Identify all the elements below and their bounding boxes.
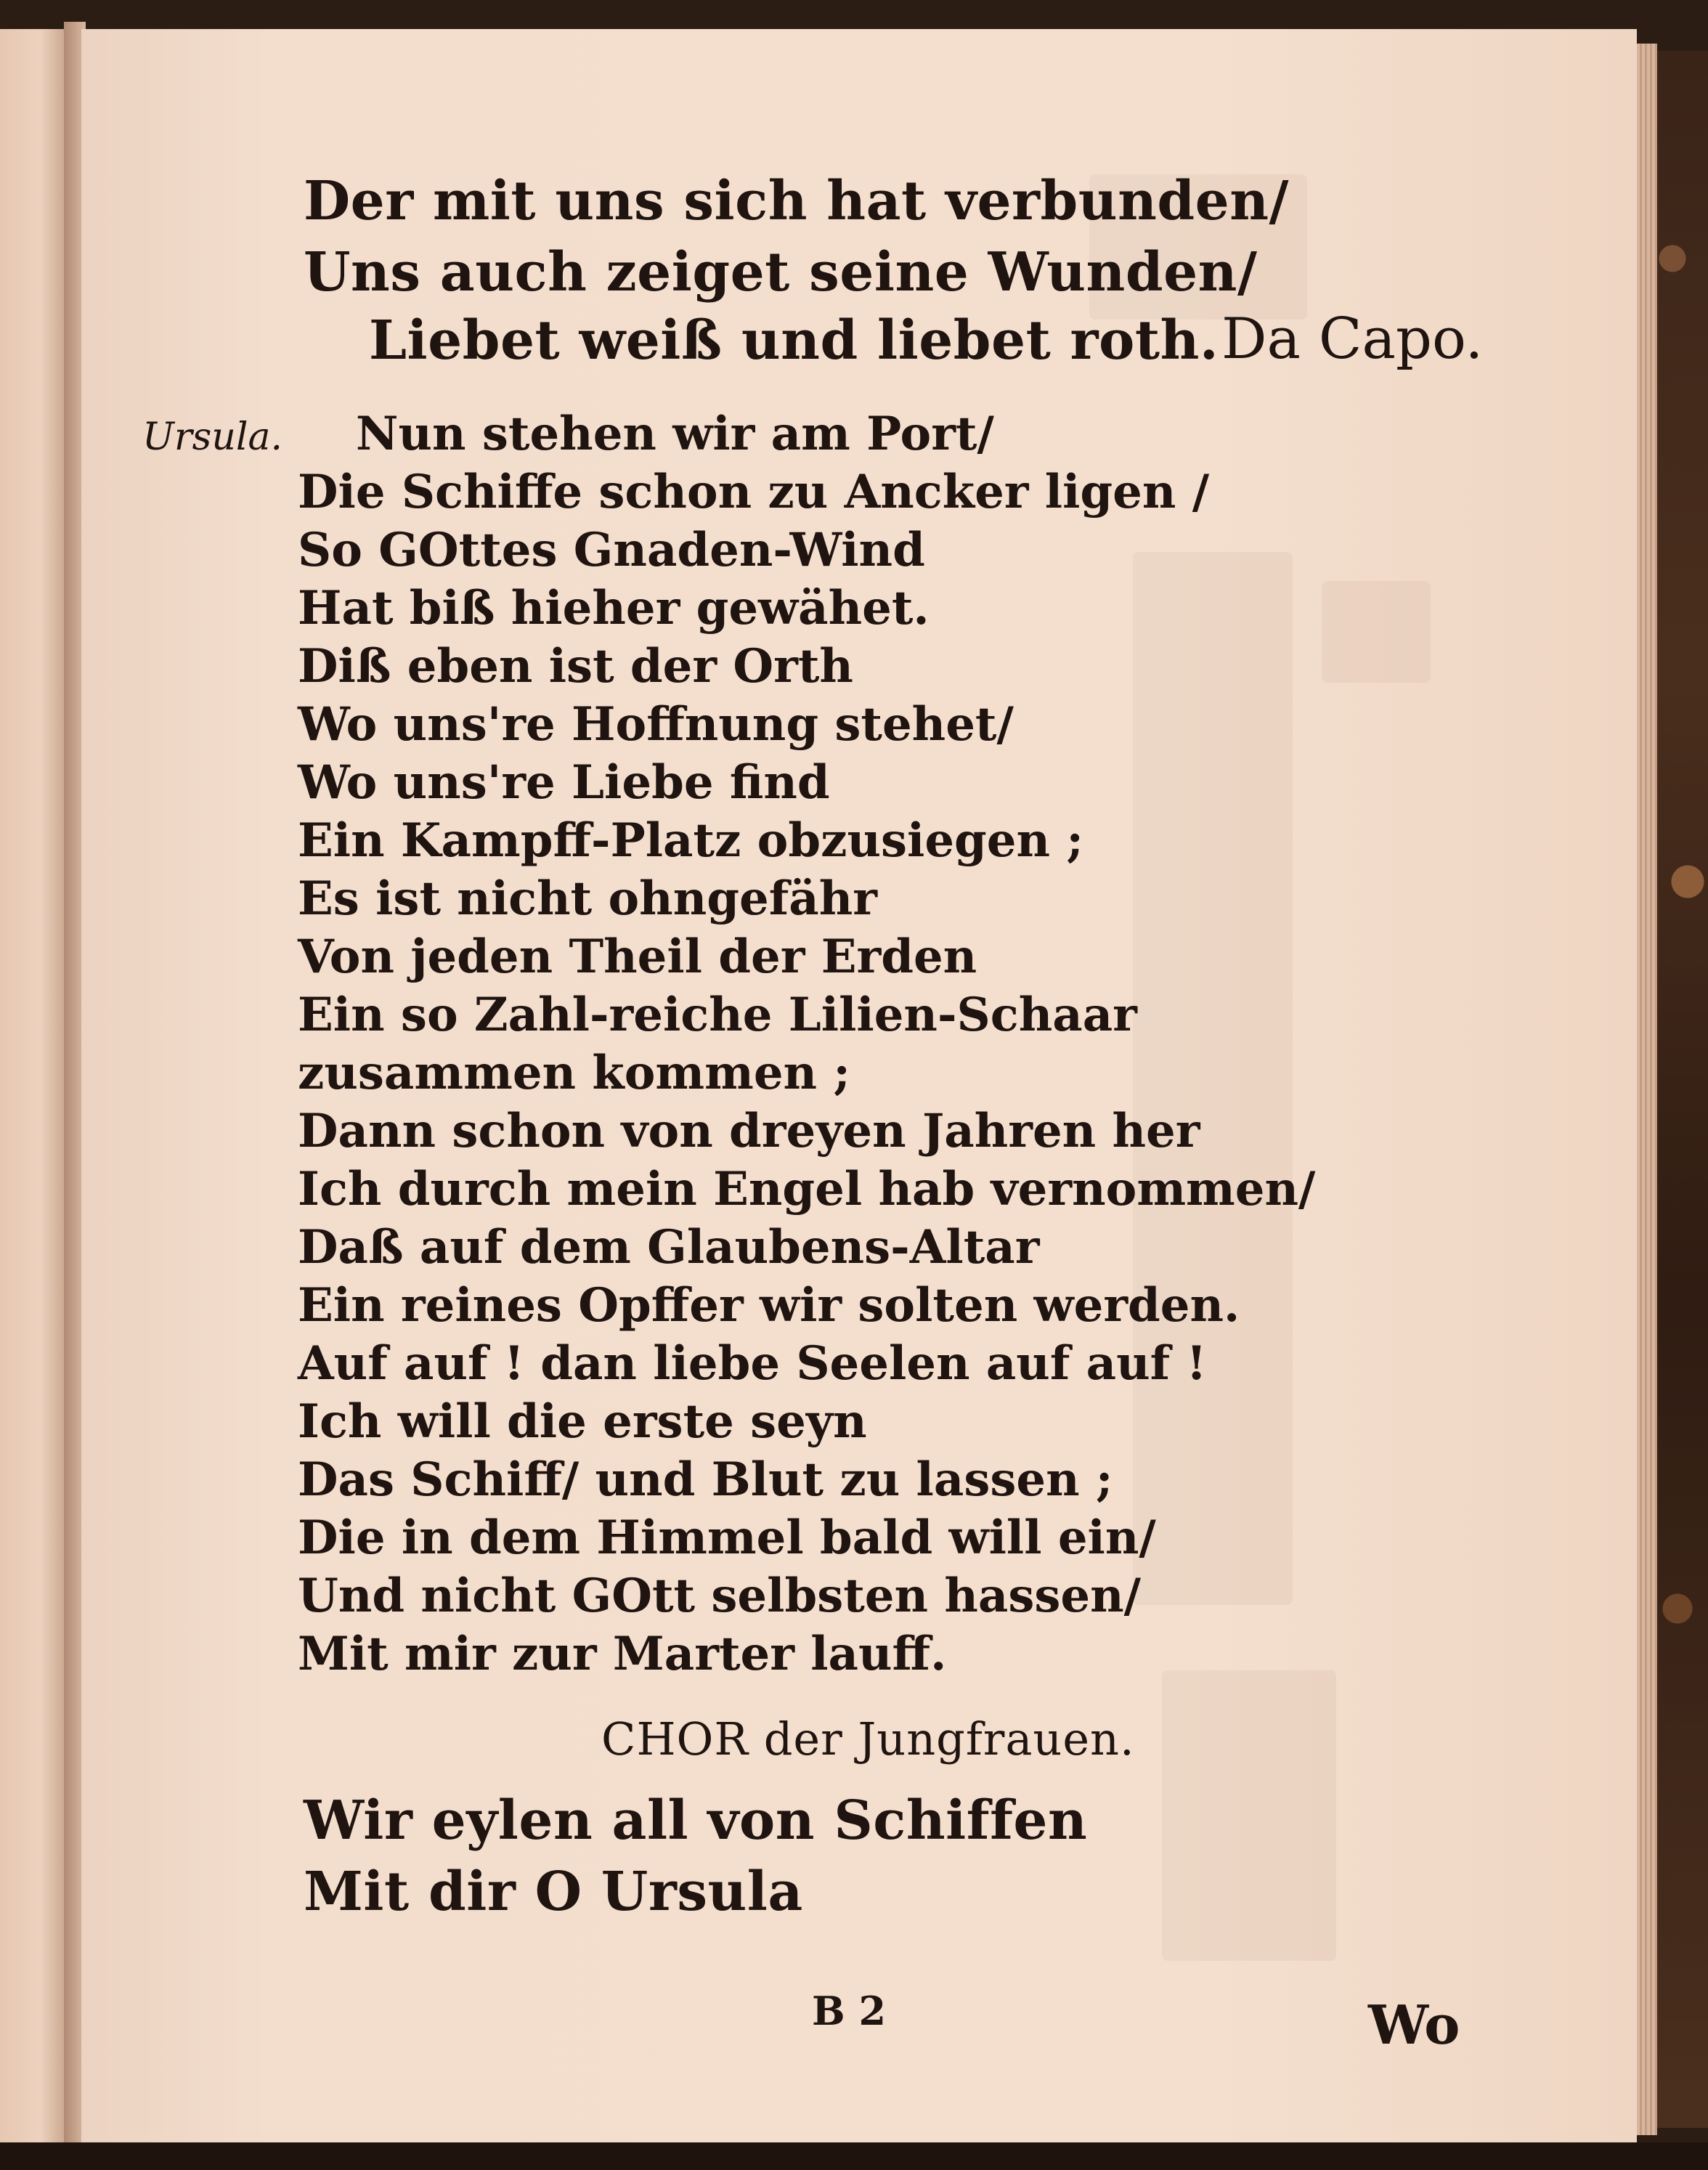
- show-through: [1133, 552, 1293, 1605]
- aria-line: Uns auch zeiget seine Wunden/: [304, 241, 1258, 304]
- recitative-line: Ich durch mein Engel hab vernommen/: [298, 1162, 1316, 1216]
- catchword: Wo: [1368, 1994, 1460, 2057]
- recitative-line: Die Schiffe schon zu Ancker ligen /: [298, 465, 1210, 519]
- speaker-name: Ursula.: [142, 415, 283, 459]
- show-through: [1322, 581, 1431, 683]
- recitative-line: zusammen kommen ;: [298, 1046, 850, 1100]
- recitative-line: Das Schiff/ und Blut zu lassen ;: [298, 1452, 1113, 1507]
- chorus-line: Wir eylen all von Schiffen: [304, 1789, 1088, 1852]
- recitative-line: Ein Kampff-Platz obzusiegen ;: [298, 813, 1083, 868]
- show-through: [1162, 1670, 1336, 1961]
- chorus-heading: CHOR der Jungfrauen.: [601, 1712, 1135, 1765]
- recitative-line: Diß eben ist der Orth: [298, 639, 853, 694]
- recitative-line: Und nicht GOtt selbsten hassen/: [298, 1569, 1141, 1623]
- recitative-line: Wo uns're Hoffnung stehet/: [298, 697, 1014, 752]
- marbled-cover-board: [1657, 51, 1708, 2128]
- recitative-line: Die in dem Himmel bald will ein/: [298, 1511, 1156, 1565]
- recitative-line: Ich will die erste seyn: [298, 1394, 867, 1449]
- signature-mark: B 2: [812, 1988, 887, 2034]
- recitative-line: So GOttes Gnaden-Wind: [298, 523, 925, 577]
- da-capo-mark: Da Capo.: [1221, 306, 1484, 372]
- recitative-line: Von jeden Theil der Erden: [298, 930, 977, 984]
- aria-line: Der mit uns sich hat verbunden/: [304, 170, 1290, 232]
- recitative-line: Wo uns're Liebe find: [298, 755, 830, 810]
- bottom-shadow: [0, 2142, 1708, 2170]
- recitative-line: Ein reines Opffer wir solten werden.: [298, 1278, 1240, 1333]
- chorus-line: Mit dir O Ursula: [304, 1861, 803, 1923]
- recitative-line: Nun stehen wir am Port/: [356, 407, 994, 461]
- recitative-line: Daß auf dem Glaubens-Altar: [298, 1220, 1040, 1275]
- aria-line: Liebet weiß und liebet roth.: [369, 309, 1219, 372]
- left-page-edge: [0, 29, 67, 2150]
- page-block-edge: [1637, 44, 1657, 2135]
- recitative-line: Hat biß hieher gewähet.: [298, 581, 930, 635]
- recitative-line: Mit mir zur Marter lauff.: [298, 1627, 947, 1681]
- recitative-line: Auf auf ! dan liebe Seelen auf auf !: [298, 1336, 1207, 1391]
- recitative-line: Es ist nicht ohngefähr: [298, 871, 877, 926]
- recitative-line: Ein so Zahl-reiche Lilien-Schaar: [298, 988, 1137, 1042]
- recitative-line: Dann schon von dreyen Jahren her: [298, 1104, 1200, 1158]
